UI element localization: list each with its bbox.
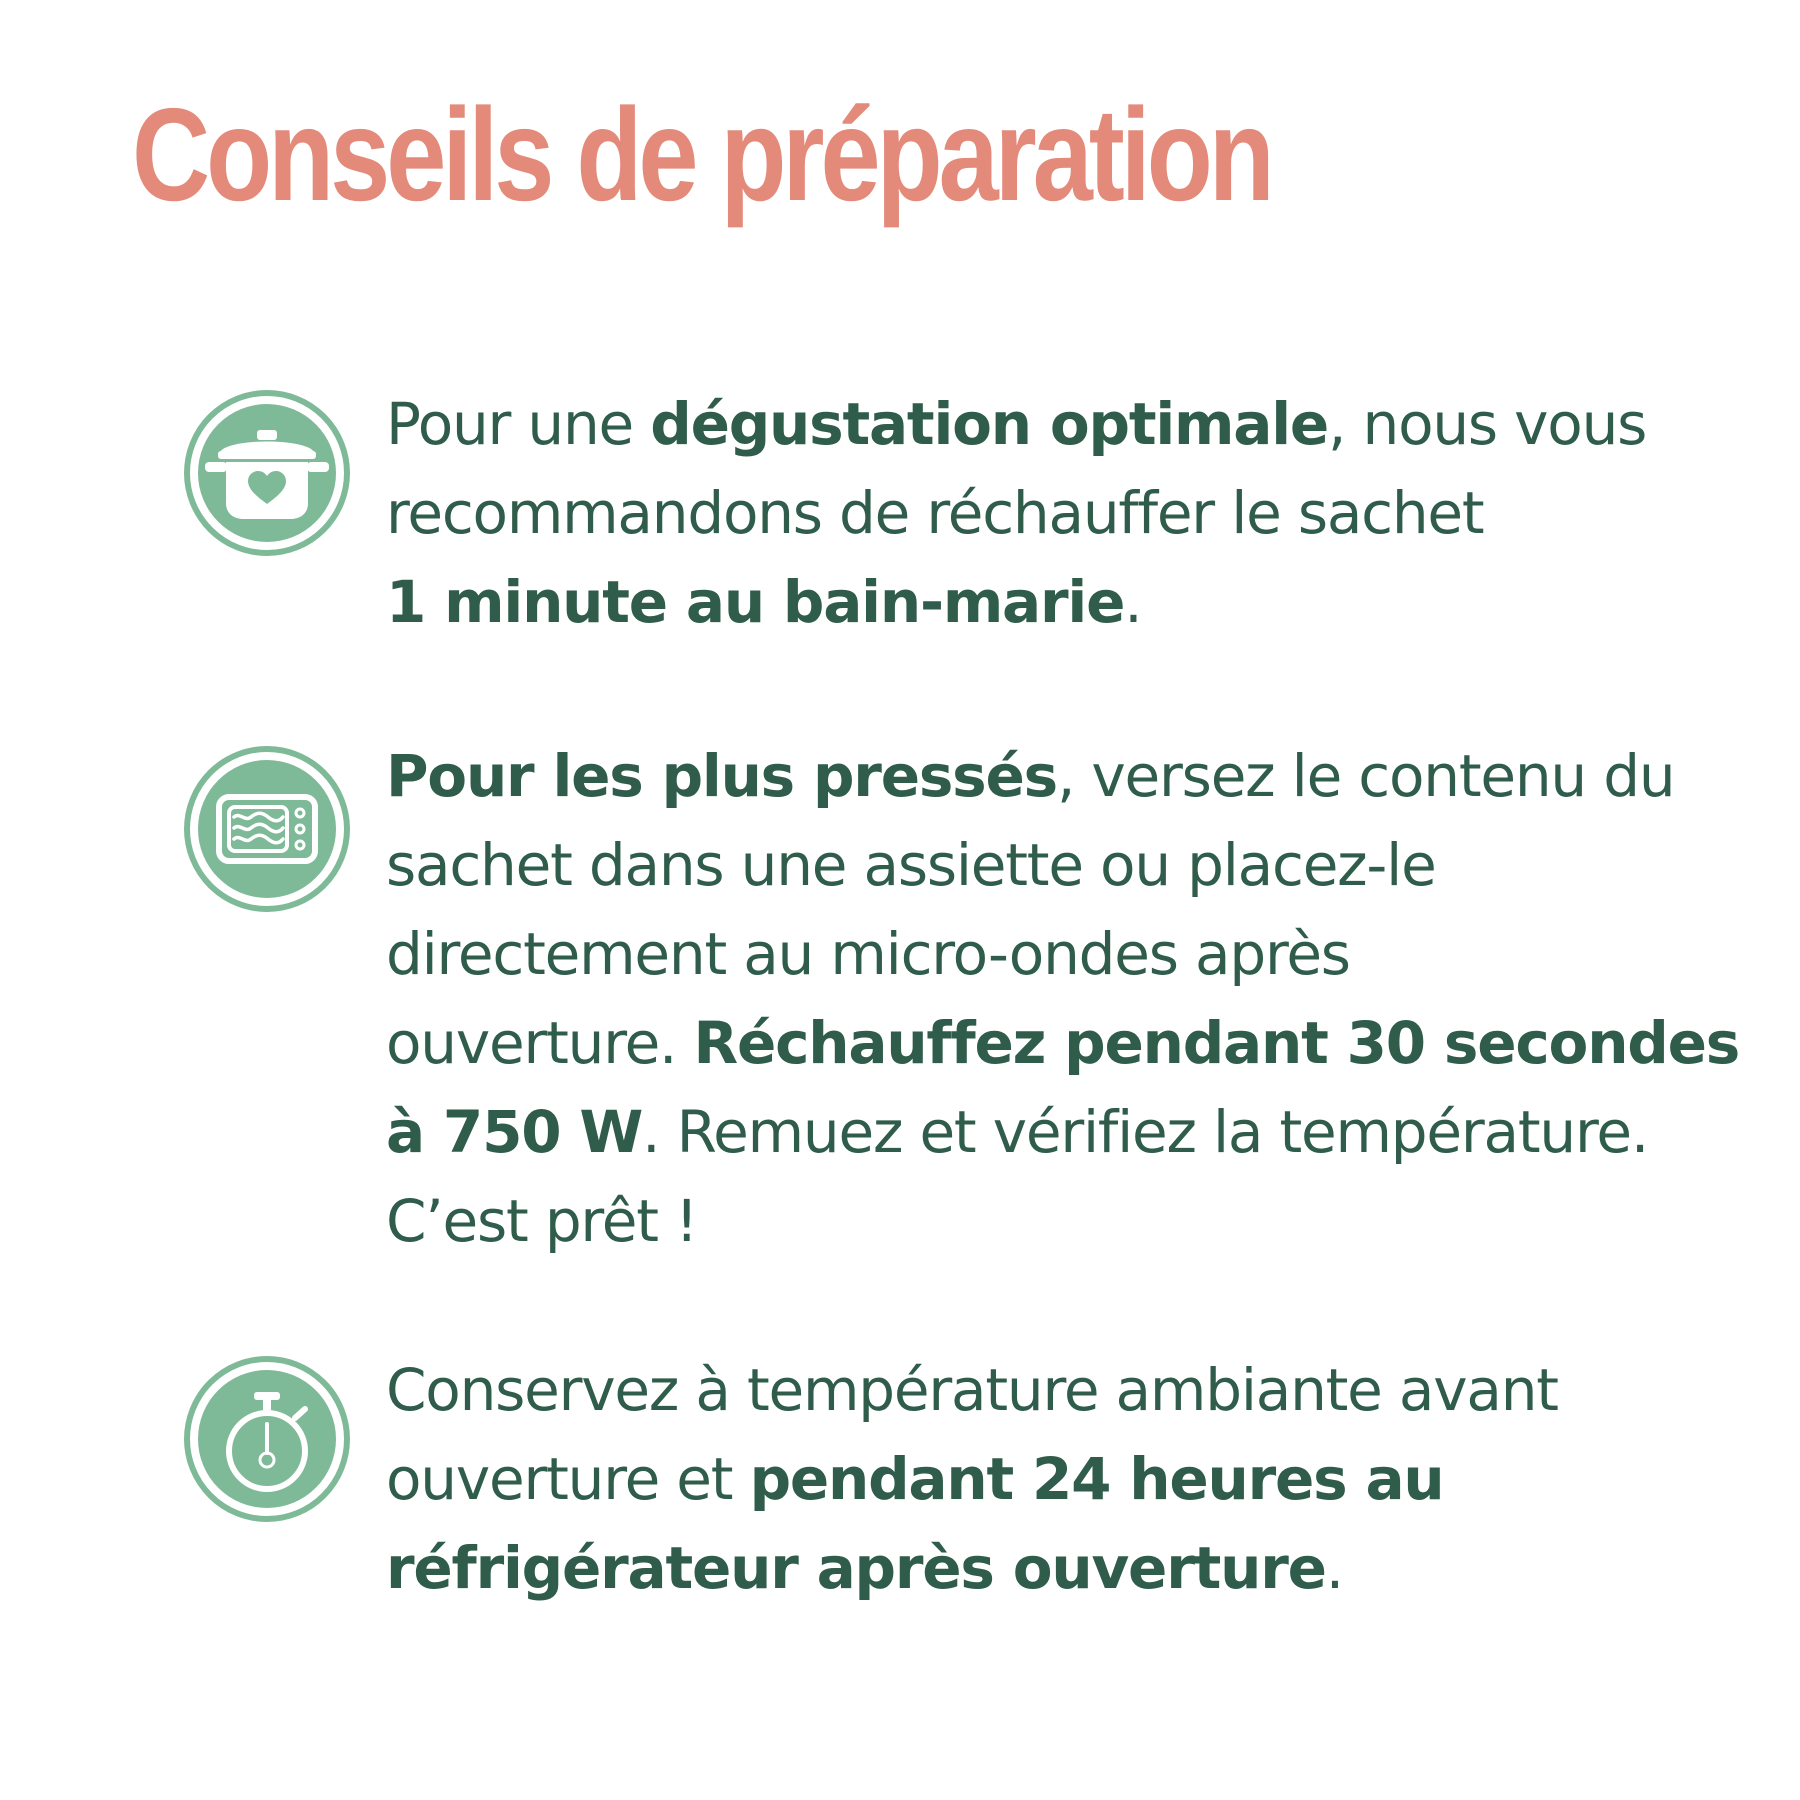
tip-bain-marie (182, 380, 1682, 636)
tip-text-segment: ouverture et (386, 1445, 750, 1513)
tip-text (386, 380, 1656, 647)
tip-text (386, 732, 1740, 1266)
tip-bold-segment: pendant 24 heures au (749, 1445, 1444, 1513)
tip-text-segment: Conservez à température ambiante avant (386, 1356, 1558, 1424)
tip-text-segment: sachet dans une assiette ou placez-le (386, 831, 1436, 899)
tip-line (386, 732, 1675, 821)
tip-bold-segment: réfrigérateur après ouverture (386, 1534, 1326, 1602)
microwave-icon (182, 744, 352, 914)
tip-text-segment: ouverture. (386, 1009, 694, 1077)
tip-microwave (182, 732, 1740, 1255)
tip-line (386, 1177, 1656, 1266)
stopwatch-icon (182, 1354, 352, 1524)
tip-line (386, 1524, 1656, 1613)
tip-text-segment: . (1325, 1534, 1344, 1602)
tip-line (386, 1346, 1656, 1435)
tip-text (386, 1346, 1656, 1613)
tip-bold-segment: Réchauffez pendant 30 secondes (693, 1009, 1740, 1077)
tip-storage (182, 1346, 1682, 1606)
tip-text-segment: , nous vous (1328, 390, 1647, 458)
tip-text-segment: Pour une (386, 390, 651, 458)
tip-line (386, 910, 1656, 999)
tip-line (386, 1435, 1656, 1524)
tip-line (386, 999, 1740, 1088)
tip-text-segment: recommandons de réchauffer le sachet (386, 479, 1484, 547)
tip-line (386, 558, 1656, 647)
page-title: Conseils de préparation (132, 81, 1271, 228)
tip-bold-segment: 1 minute au bain-marie (386, 568, 1125, 636)
tip-line (386, 1088, 1656, 1177)
tip-text-segment: . (1124, 568, 1142, 636)
cooking-pot-heart-icon (182, 388, 352, 558)
tip-bold-segment: dégustation optimale (650, 390, 1329, 458)
tip-bold-segment: à 750 W (386, 1098, 643, 1166)
tip-line (386, 821, 1656, 910)
tip-text-segment: directement au micro-ondes après (386, 920, 1350, 988)
tip-bold-segment: Pour les plus pressés (386, 742, 1057, 810)
tip-text-segment: C’est prêt ! (386, 1187, 698, 1255)
tip-text-segment: , versez le contenu du (1056, 742, 1675, 810)
tip-line (386, 469, 1656, 558)
tip-line (386, 380, 1656, 469)
tip-text-segment: . Remuez et vérifiez la température. (642, 1098, 1649, 1166)
